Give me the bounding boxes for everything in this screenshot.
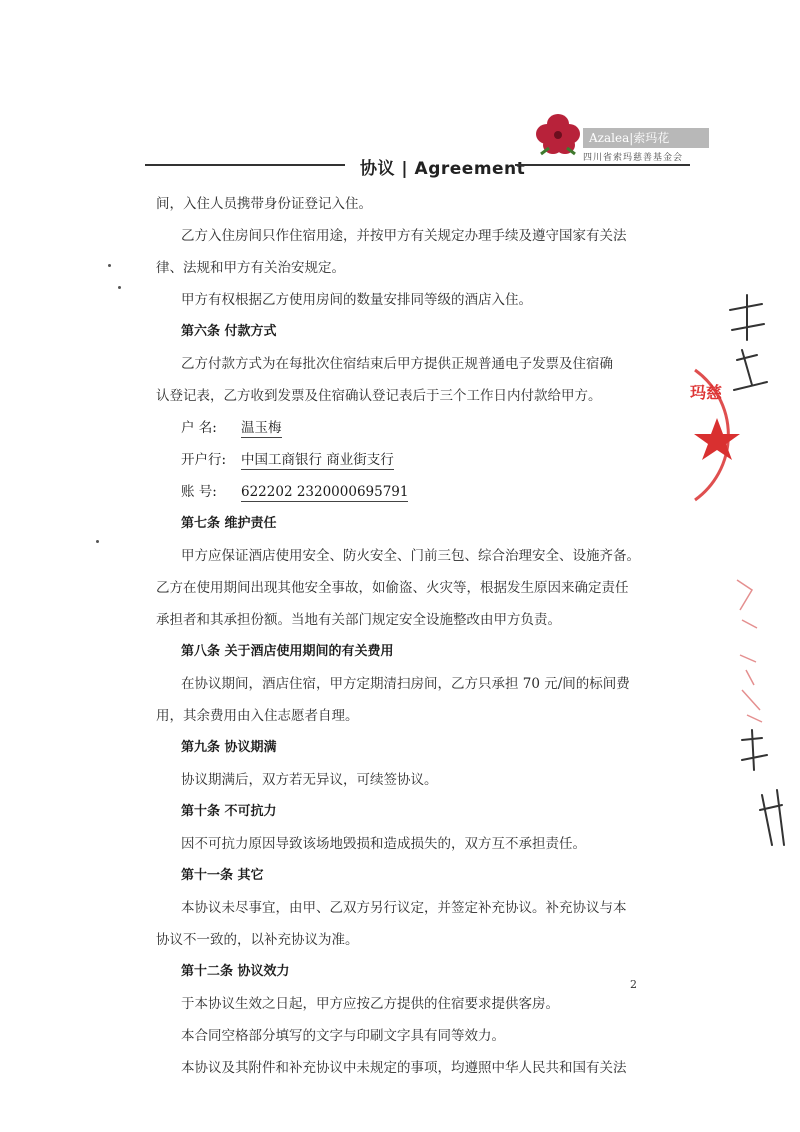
article-heading: 第十条 不可抗力	[181, 804, 277, 819]
paragraph-line: 承担者和其承担份额。当地有关部门规定安全设施整改由甲方负责。	[156, 612, 561, 628]
bank-info-row	[156, 476, 656, 508]
brand-subtitle: 四川省索玛慈善基金会	[583, 153, 684, 163]
header-rule-left	[145, 164, 345, 166]
article-heading: 第十二条 协议效力	[181, 964, 290, 979]
paragraph-line: 本协议及其附件和补充协议中未规定的事项，均遵照中华人民共和国有关法	[181, 1060, 627, 1076]
paragraph-line: 协议不一致的，以补充协议为准。	[156, 932, 359, 948]
paragraph-line: 本合同空格部分填写的文字与印刷文字具有同等效力。	[181, 1028, 505, 1044]
article-heading: 第六条 付款方式	[181, 324, 277, 339]
agreement-body	[156, 188, 656, 1084]
page-number: 2	[630, 978, 637, 991]
brand-latin: Azalea	[589, 131, 630, 145]
paragraph-line: 协议期满后，双方若无异议，可续签协议。	[181, 772, 438, 788]
bank-info-row	[156, 444, 656, 476]
article-heading: 第九条 协议期满	[181, 740, 277, 755]
bank-info-label: 账 号:	[181, 484, 217, 500]
paragraph-line: 认登记表，乙方收到发票及住宿确认登记表后于三个工作日内付款给甲方。	[156, 388, 602, 404]
azalea-flower-logo	[535, 110, 581, 160]
brand-name-box: Azalea|索玛花	[583, 128, 709, 148]
article-heading: 第十一条 其它	[181, 868, 264, 883]
paragraph-line: 甲方应保证酒店使用安全、防火安全、门前三包、综合治理安全、设施齐备。	[181, 548, 640, 564]
page-header	[145, 108, 690, 179]
bank-info-row	[156, 412, 656, 444]
paragraph-line: 本协议未尽事宜，由甲、乙双方另行议定，并签定补充协议。补充协议与本	[181, 900, 627, 916]
scan-speck	[108, 264, 111, 267]
article-heading: 第八条 关于酒店使用期间的有关费用	[181, 644, 394, 659]
paragraph-line: 甲方有权根据乙方使用房间的数量安排同等级的酒店入住。	[181, 292, 532, 308]
paragraph-line: 于本协议生效之日起，甲方应按乙方提供的住宿要求提供客房。	[181, 996, 559, 1012]
seal-text: 玛慈	[690, 383, 723, 402]
paragraph-line: 间，入住人员携带身份证登记入住。	[156, 196, 372, 212]
scan-speck	[118, 286, 121, 289]
paragraph-line: 乙方入住房间只作住宿用途，并按甲方有关规定办理手续及遵守国家有关法	[181, 228, 627, 244]
handwritten-signature	[712, 290, 792, 850]
header-rule-right	[515, 164, 690, 166]
brand-cn: 索玛花	[633, 131, 670, 145]
scan-speck	[96, 540, 99, 543]
paragraph-line: 乙方在使用期间出现其他安全事故，如偷盗、火灾等，根据发生原因来确定责任	[156, 580, 629, 596]
paragraph-line: 在协议期间，酒店住宿，甲方定期清扫房间，乙方只承担 70 元/间的标间费	[181, 676, 630, 692]
paragraph-line: 用，其余费用由入住志愿者自理。	[156, 708, 359, 724]
header-title: 协议 | Agreement	[360, 159, 526, 179]
bank-info-label: 开户行:	[181, 452, 227, 468]
paragraph-line: 因不可抗力原因导致该场地毁损和造成损失的，双方互不承担责任。	[181, 836, 586, 852]
paragraph-line: 律、法规和甲方有关治安规定。	[156, 260, 345, 276]
paragraph-line: 乙方付款方式为在每批次住宿结束后甲方提供正规普通电子发票及住宿确	[181, 356, 613, 372]
bank-info-value: 温玉梅	[241, 420, 282, 436]
bank-info-value: 中国工商银行 商业街支行	[241, 452, 394, 468]
bank-info-label: 户 名:	[181, 420, 217, 436]
article-heading: 第七条 维护责任	[181, 516, 277, 531]
bank-info-value: 622202 2320000695791	[241, 484, 409, 500]
